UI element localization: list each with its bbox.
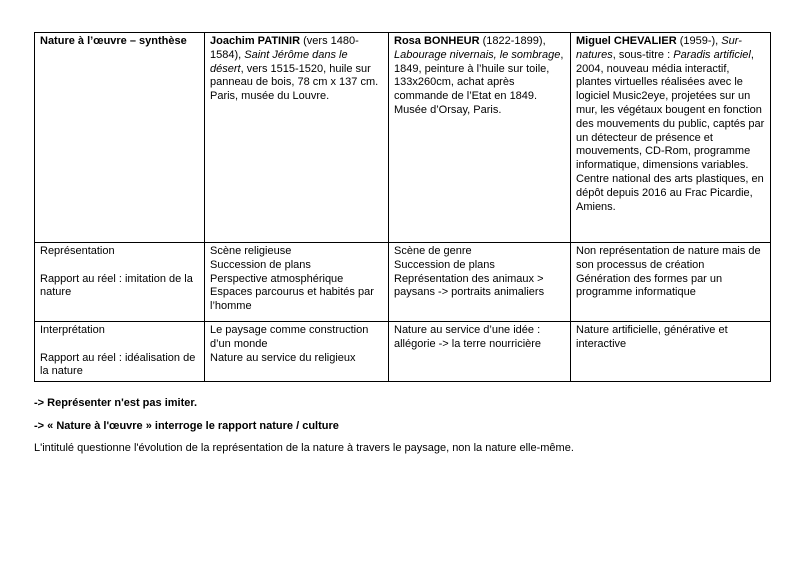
cell-line: Non représentation de nature mais de son processus de création <box>576 245 761 271</box>
bonheur-dates: (1822-1899), <box>479 35 546 47</box>
cell-line: Nature au service du religieux <box>210 351 356 364</box>
bonheur-work-title: Labourage nivernais, le sombrage <box>394 48 561 61</box>
representation-row <box>35 243 771 322</box>
blank-line <box>40 259 200 273</box>
cell-line: Scène de genre <box>394 245 472 257</box>
representation-label-cell <box>35 243 205 322</box>
interpretation-label: Interprétation <box>40 324 105 336</box>
cell-line: Génération des formes par un programme informatique <box>576 272 723 299</box>
chevalier-dates: (1959-), <box>676 35 722 47</box>
blank-line <box>40 338 200 352</box>
representation-chevalier-cell <box>571 243 771 322</box>
table-title-cell <box>35 33 205 243</box>
chevalier-name: Miguel CHEVALIER <box>576 35 677 47</box>
synthesis-table <box>34 32 771 382</box>
cell-line: Nature au service d’une idée : allégorie -> la terre nourricière <box>394 324 542 350</box>
interpretation-label-detail: Rapport au réel : idéalisation de la nature <box>40 351 196 378</box>
representation-label: Représentation <box>40 245 115 257</box>
bonheur-name: Rosa BONHEUR <box>394 35 480 47</box>
representation-bonheur-cell <box>389 243 571 322</box>
representation-patinir-cell <box>205 243 389 322</box>
conclusion-notes <box>34 396 774 455</box>
representation-label-detail: Rapport au réel : imitation de la nature <box>40 272 193 299</box>
patinir-work-cell <box>205 33 389 243</box>
interpretation-row <box>35 322 771 382</box>
cell-line: Le paysage comme construction d’un monde <box>210 324 369 350</box>
bonheur-work-details: , 1849, peinture à l’huile sur toile, 133x260cm, achat après commande de l’Etat en 1849. Musée d’Orsay, Paris. <box>394 48 564 116</box>
cell-line: Nature artificielle, générative et interactive <box>576 324 728 350</box>
chevalier-subtitle: Paradis artificiel <box>673 48 751 61</box>
cell-line: Succession de plans <box>394 258 495 271</box>
header-row <box>35 33 771 243</box>
chevalier-work-cell <box>571 33 771 243</box>
chevalier-work-details: , 2004, nouveau média interactif, plantes virtuelles réalisées avec le logiciel Music2eye, projetées sur un mur, les végétaux bougent en fonction des mouvements du public, captés par un détecteur de présence et mouvements, CD-Rom, programme informatique, dimensions variables. Centre national des arts plastiques, en dépôt depuis 2016 au Frac Picardie, Amiens. <box>576 48 765 213</box>
cell-line: Perspective atmosphérique <box>210 272 344 285</box>
patinir-dates: (vers 1480-1584), <box>210 35 359 61</box>
cell-line: Espaces parcourus et habités par l’homme <box>210 286 374 313</box>
patinir-name: Joachim PATINIR <box>210 35 301 47</box>
cell-line: Succession de plans <box>210 258 311 271</box>
chevalier-work-title: Sur-natures <box>576 35 742 61</box>
bonheur-work-cell <box>389 33 571 243</box>
interpretation-bonheur-cell <box>389 322 571 382</box>
chevalier-subtitle-label: , sous-titre : <box>612 48 674 61</box>
cell-line: Représentation des animaux > paysans -> portraits animaliers <box>394 272 545 299</box>
patinir-work-title: Saint Jérôme dans le désert <box>210 48 348 75</box>
conclusion-point-2: -> « Nature à l'œuvre » interroge le rapport nature / culture <box>34 419 339 432</box>
conclusion-point-1: -> Représenter n'est pas imiter. <box>34 397 198 409</box>
table-title: Nature à l’œuvre – synthèse <box>40 35 187 47</box>
conclusion-note: L'intitulé questionne l'évolution de la représentation de la nature à travers le paysage, non la nature elle-même. <box>34 442 574 454</box>
interpretation-label-cell <box>35 322 205 382</box>
patinir-work-details: , vers 1515-1520, huile sur panneau de bois, 78 cm x 137 cm. Paris, musée du Louvre. <box>210 62 379 103</box>
interpretation-chevalier-cell <box>571 322 771 382</box>
interpretation-patinir-cell <box>205 322 389 382</box>
cell-line: Scène religieuse <box>210 245 292 257</box>
